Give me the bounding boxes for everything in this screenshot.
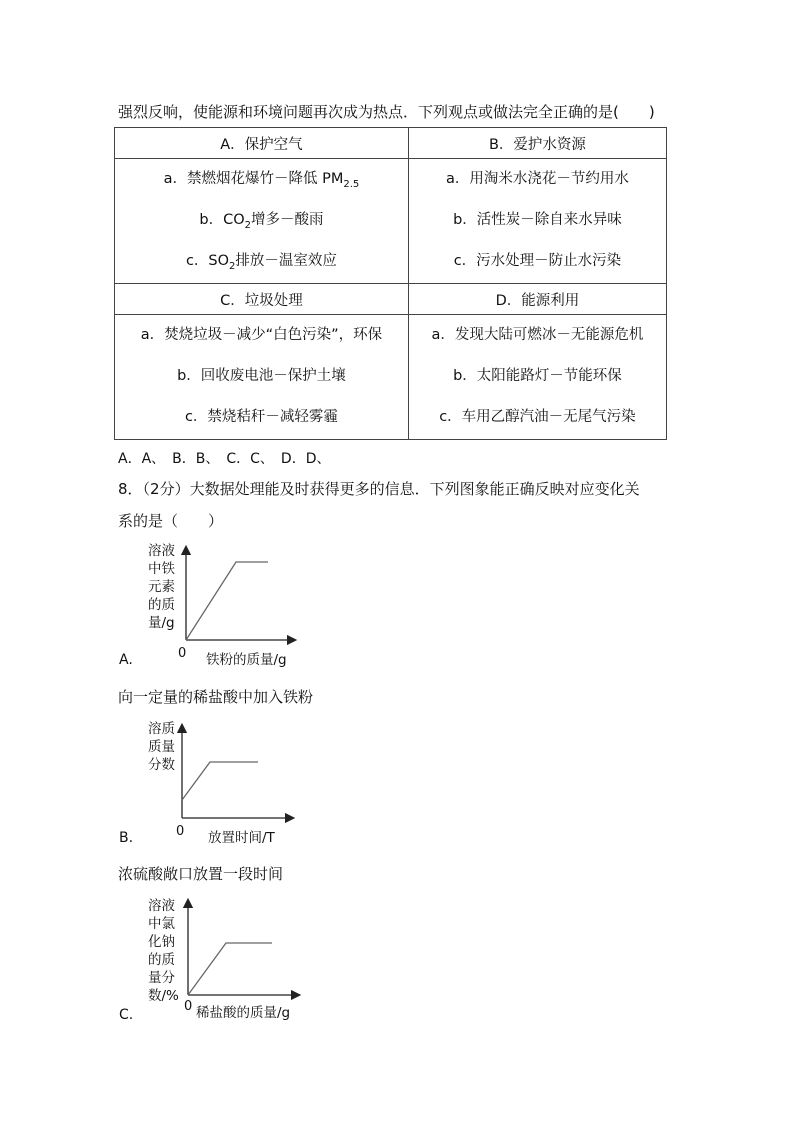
option-c-item-a: a．焚烧垃圾－减少“白色污染”，环保 xyxy=(140,327,383,343)
option-d-title: D．能源利用 xyxy=(408,284,666,315)
graph-c-ylabel: 溶液 中氯 化钠 的质 量分 数/% xyxy=(148,898,179,1004)
option-c-title: C．垃圾处理 xyxy=(115,284,409,315)
graph-c-curve xyxy=(188,943,272,995)
option-a-title: A．保护空气 xyxy=(115,128,409,159)
graph-a-xlabel: 铁粉的质量/g xyxy=(206,652,287,668)
option-b-item-c: c．污水处理－防止水污染 xyxy=(453,253,622,269)
graph-a-ylabel: 溶液 中铁 元素 的质 量/g xyxy=(148,543,175,631)
graph-a-origin: 0 xyxy=(178,646,187,661)
graph-a xyxy=(120,540,320,670)
graph-b-curve xyxy=(182,762,258,800)
graph-a-curve xyxy=(186,562,268,640)
graph-a-description: 向一定量的稀盐酸中加入铁粉 xyxy=(118,688,314,706)
graph-b-origin: 0 xyxy=(176,824,185,839)
graph-b-description: 浓硫酸敞口放置一段时间 xyxy=(118,865,284,883)
option-c-items xyxy=(115,315,409,440)
option-d-item-c: c．车用乙醇汽油－无尾气污染 xyxy=(439,409,636,425)
option-b-item-b: b．活性炭－除自来水异味 xyxy=(453,212,622,228)
graph-c-xlabel: 稀盐酸的质量/g xyxy=(196,1005,291,1021)
graph-a-option-label: A. xyxy=(119,652,133,668)
option-c-item-b: b．回收废电池－保护土壤 xyxy=(177,368,346,384)
option-a-items xyxy=(115,159,409,284)
graph-c-option-label: C. xyxy=(119,1007,134,1023)
option-a-item-a: a．禁燃烟花爆竹－降低 $PM_{2.5}$ xyxy=(163,171,360,190)
graph-b-ylabel: 溶质 质量 分数 xyxy=(148,721,175,773)
graph-b-xlabel: 放置时间/T xyxy=(208,830,275,846)
question-8-stem-line-1: 8．（2分）大数据处理能及时获得更多的信息．下列图象能正确反映对应变化关 xyxy=(118,480,640,498)
option-b-items xyxy=(408,159,666,284)
option-b-title: B．爱护水资源 xyxy=(408,128,666,159)
option-c-item-c: c．禁烧秸秆－减轻雾霾 xyxy=(184,409,338,425)
question-7-choices: A．A、 B．B、 C．C、 D．D、 xyxy=(118,451,331,467)
option-d-item-b: b．太阳能路灯－节能环保 xyxy=(453,368,622,384)
option-d-items xyxy=(408,315,666,440)
graph-b xyxy=(120,718,320,848)
option-a-item-c: c．$SO_2$排放－温室效应 xyxy=(185,253,337,272)
question-7-stem: 强烈反响，使能源和环境问题再次成为热点．下列观点或做法完全正确的是( ) xyxy=(118,103,655,121)
option-a-item-b: b．$CO_2$增多－酸雨 xyxy=(199,212,324,231)
option-b-item-a: a．用淘米水浇花－节约用水 xyxy=(446,171,629,187)
graph-b-option-label: B. xyxy=(119,830,134,846)
question-7-table xyxy=(114,127,667,440)
option-d-item-a: a．发现大陆可燃冰－无能源危机 xyxy=(431,327,644,343)
graph-c xyxy=(120,895,320,1025)
graph-c-origin: 0 xyxy=(184,999,193,1014)
question-8-stem-line-2: 系的是（ ） xyxy=(118,512,224,530)
